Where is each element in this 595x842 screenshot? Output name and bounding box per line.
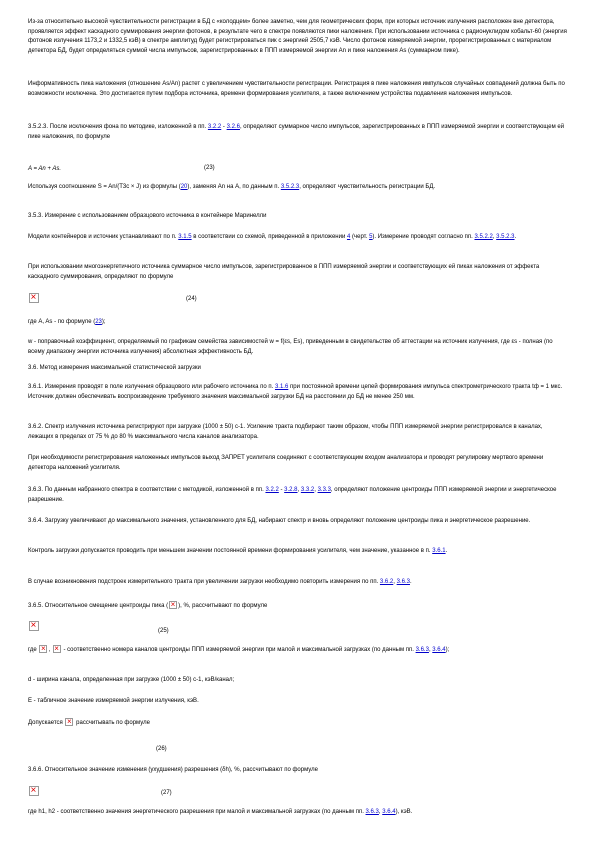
text: ); bbox=[101, 319, 106, 325]
paragraph-3-6-2: 3.6.2. Спектр излучения источника регистрируют при загрузке (1000 ± 50) с-1. Усиление тракта подбирают таким образом, чтобы ППП измеряемой энергии регистрировался в каналах, лежащих в пределах от 75 % до 80 % максимального числа каналов анализатора. bbox=[28, 424, 543, 440]
text: 3.6.3. По данным набранного спектра в соответствии с методикой, изложенной в пп. bbox=[28, 487, 266, 493]
link-3-1-6[interactable]: 3.1.6 bbox=[274, 384, 289, 390]
formula-23: A = An + As. bbox=[28, 166, 62, 172]
link-3-6-2[interactable]: 3.6.2 bbox=[379, 579, 394, 585]
link-3-2-2[interactable]: 3.2.2 bbox=[207, 124, 222, 130]
paragraph-multi-energy: При использовании многоэнергетичного источника суммарное число импульсов, зарегистрированное в ППП измеряемой энергии и соответствующих ей пиках наложения от эффекта каскадного суммирования, определяют по формуле bbox=[28, 264, 540, 280]
link-3-5-2-2[interactable]: 3.5.2.2 bbox=[474, 234, 493, 240]
paragraph-load-control bbox=[28, 547, 568, 557]
text: (черт. bbox=[350, 234, 370, 240]
link-3-2-2b[interactable]: 3.2.2 bbox=[265, 487, 279, 493]
text: ). Измерение проводят согласно пп. bbox=[372, 234, 475, 240]
link-3-6-3c[interactable]: 3.6.3 bbox=[365, 809, 379, 815]
formula-24-number: (24) bbox=[186, 296, 197, 302]
paragraph-where-a bbox=[28, 318, 568, 328]
text: Используя соотношение S = An/(T3c × J) из формулы ( bbox=[28, 184, 181, 190]
text: в соответствии со схемой, приведенной в приложении bbox=[191, 234, 347, 240]
link-3-3-3[interactable]: 3.3.3 bbox=[317, 487, 331, 493]
link-3-6-3[interactable]: 3.6.3 bbox=[396, 579, 410, 585]
paragraph-where-n1-n2: где ×, × - соответственно номера каналов центроиды ППП измеряемой энергии при малой и максимальной загрузках (по данным пп. 3.6.3, 3.6.4); bbox=[28, 645, 568, 656]
paragraph-sensitivity bbox=[28, 183, 568, 193]
paragraph-3-6-1 bbox=[28, 383, 568, 402]
text: В случае возникновения подстроек измерительного тракта при увеличении загрузки необходимо повторить измерения по пп. bbox=[28, 579, 380, 585]
formula-27-image-icon bbox=[29, 786, 39, 796]
text: , определяют чувствительность регистрации БД. bbox=[299, 184, 436, 190]
link-3-5-2-3b[interactable]: 3.5.2.3 bbox=[496, 234, 515, 240]
paragraph-marinelli-setup bbox=[28, 233, 568, 243]
text: при постоянной времени цепей формирования импульса спектрометрического тракта tф = 1 мкс. Источник должен обеспечивать воспроизведение требуемого значения максимальной загрузки БД на расстоянии до БД не менее 250 мм. bbox=[28, 384, 563, 400]
link-3-2-6[interactable]: 3.2.6 bbox=[226, 124, 240, 130]
formula-25-image-icon bbox=[29, 621, 39, 631]
paragraph-3-6-3: 3.6.3. По данным набранного спектра в соответствии с методикой, изложенной в пп. 3.2.2 - 3.2.8, 3.3.2, 3.3.3, определяют положение центроиды ППП измеряемой энергии и энергетическое разрешение. bbox=[28, 487, 557, 503]
text: - соответственно номера каналов центроиды ППП измеряемой энергии при малой и максимальной загрузках (по данным пп. bbox=[61, 647, 416, 653]
text: где A, As - по формуле ( bbox=[28, 319, 96, 325]
link-3-3-2[interactable]: 3.3.2 bbox=[300, 487, 315, 493]
text: Допускается bbox=[28, 720, 65, 726]
paragraph-repeat-measurements: В случае возникновения подстроек измерительного тракта при увеличении загрузки необходимо повторить измерения по пп. 3.6.2, 3.6.3. bbox=[28, 579, 412, 585]
paragraph-channel-width: d - ширина канала, определенная при загрузке (1000 ± 50) с-1, кэВ/канал; bbox=[28, 677, 235, 683]
symbol-image-icon-2 bbox=[65, 718, 73, 726]
text: 3.5.2.3. После исключения фона по методике, изложенной в пп. bbox=[28, 124, 208, 130]
section-heading-3-5-3: 3.5.3. Измерение с использованием образцового источника в контейнере Маринелли bbox=[28, 213, 267, 219]
paragraph-where-h1-h2: где h1, h2 - соответственно значения энергетического разрешения при малой и максимальной загрузках (по данным пп. 3.6.3, 3.6.4), кэВ. bbox=[28, 809, 413, 815]
paragraph-3-5-2-3 bbox=[28, 123, 568, 142]
text: рассчитывать по формуле bbox=[74, 720, 150, 726]
text: - bbox=[221, 124, 227, 130]
paragraph-cascade-summing: Из-за относительно высокой чувствительности регистрации в БД с «колодцем» более заметно, чем для геометрических форм, при которых источник излучения расположен вне детектора, проявляется эффект каскадного суммирования энергии фотонов, в результате чего в спектре появляются пики наложения. При использовании источника с радионуклидом кобальт-60 (энергия фотонов излучения 1173,2 и 1332,5 кэВ) в спектре амплитуд будет регистрироваться пик с энергией 2505,7 кэВ. Число фотонов измеряемой энергии, прорегистрированных с материалом детектора БД, будет определяться суммой числа импульсов, зарегистрированных в ППП измеряемой энергии An и пике наложения As (суммарном пике). bbox=[28, 19, 567, 54]
link-3-1-5[interactable]: 3.1.5 bbox=[178, 234, 192, 240]
paragraph-overlap-peak-info: Информативность пика наложения (отношение As/An) растет с увеличением чувствительности регистрации. Регистрация в пике наложения импульсов случайных совпадений должна быть по возможности исключена. Это достигается путем подбора источника, времени формирования усилителя, а также включением устройства подавления наложения импульсов. bbox=[28, 81, 565, 97]
text: ), кэВ. bbox=[395, 809, 413, 815]
formula-27-number: (27) bbox=[161, 790, 172, 796]
text: 3.6.1. Измерения проводят в поле излучения образцового или рабочего источника по п. bbox=[28, 384, 275, 390]
paragraph-correction-factor: w - поправочный коэффициент, определяемый по графикам семейства зависимостей w = f(εs, Es), приведенным в свидетельстве об аттестации на источник излучения, где εs - полная (по всему диапазону энергии источника излучения) абсолютная эффективность БД. bbox=[28, 339, 553, 355]
symbol-image-icon bbox=[169, 601, 177, 609]
text: Модели контейнеров и источник устанавливают по п. bbox=[28, 234, 179, 240]
text: ); bbox=[445, 647, 450, 653]
paragraph-3-6-6: 3.6.6. Относительное значение изменения (ухудшения) разрешения (δh), %, рассчитывают по формуле bbox=[28, 767, 319, 773]
text: где h1, h2 - соответственно значения энергетического разрешения при малой и максимальной загрузках (по данным пп. bbox=[28, 809, 366, 815]
text: . bbox=[445, 548, 448, 554]
link-3-6-1[interactable]: 3.6.1 bbox=[432, 548, 446, 554]
formula-23-number: (23) bbox=[204, 165, 215, 171]
paragraph-table-energy: E - табличное значение измеряемой энергии излучения, кэВ. bbox=[28, 698, 199, 704]
paragraph-pileup-register: При необходимости регистрирования наложенных импульсов выход ЗАПРЕТ усилителя соединяют с соответствующим входом анализатора и проводят регулировку мертвого времени детектора наложений усилителя. bbox=[28, 455, 544, 471]
formula-24-image-icon bbox=[29, 293, 39, 303]
link-3-2-8[interactable]: 3.2.8 bbox=[284, 487, 298, 493]
link-3-6-4[interactable]: 3.6.4 bbox=[432, 647, 446, 653]
text: , определяют суммарное число импульсов, зарегистрированных в ППП измеряемой энергии и соответствующем ей пике наложения, по формуле bbox=[28, 124, 565, 140]
text: где bbox=[28, 647, 39, 653]
paragraph-3-6-5 bbox=[28, 601, 568, 612]
section-heading-3-6: 3.6. Метод измерения максимальной статистической загрузки bbox=[28, 365, 201, 371]
symbol-n1-image-icon bbox=[39, 645, 47, 653]
symbol-n2-image-icon bbox=[53, 645, 61, 653]
paragraph-3-6-4: 3.6.4. Загрузку увеличивают до максимального значения, установленного для БД, набирают спектр и вновь определяют положение центроиды пика и энергетическое разрешение. bbox=[28, 518, 531, 524]
text: ), %, рассчитывают по формуле bbox=[178, 603, 268, 609]
link-formula-23[interactable]: 23 bbox=[95, 319, 102, 325]
link-3-6-4b[interactable]: 3.6.4 bbox=[382, 809, 396, 815]
text: , bbox=[492, 234, 497, 240]
formula-25-number: (25) bbox=[158, 628, 169, 634]
link-3-6-3b[interactable]: 3.6.3 bbox=[415, 647, 429, 653]
text: Контроль загрузки допускается проводить при меньшем значении постоянной времени формирования усилителя, чем значение, указанное в п. bbox=[28, 548, 433, 554]
link-appendix-4[interactable]: 4 bbox=[346, 234, 351, 240]
text: ), заменяя An на A, по данным п. bbox=[187, 184, 281, 190]
text: . bbox=[514, 234, 517, 240]
text: . bbox=[409, 579, 412, 585]
link-drawing-5[interactable]: 5 bbox=[369, 234, 373, 240]
text: 3.6.5. Относительное смещение центроиды пика ( bbox=[28, 603, 169, 609]
link-3-5-2-3[interactable]: 3.5.2.3 bbox=[280, 184, 300, 190]
paragraph-allowed bbox=[28, 718, 568, 729]
formula-26-number: (26) bbox=[156, 746, 167, 752]
text: , определяют положение центроиды ППП измеряемой энергии и энергетическое разрешение. bbox=[28, 487, 557, 503]
link-formula-20[interactable]: 20 bbox=[180, 184, 188, 190]
